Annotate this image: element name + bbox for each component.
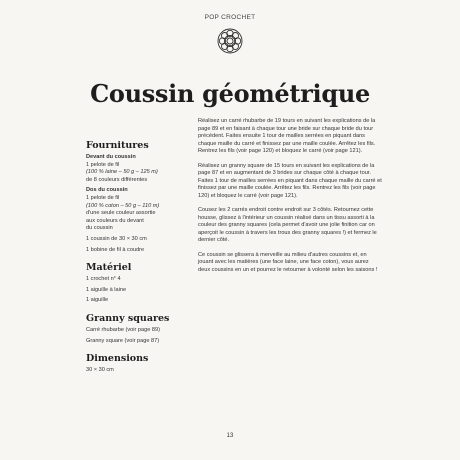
granny-item: Granny square (voir page 87) [86, 337, 160, 344]
dimensions-section [86, 353, 198, 375]
instruction-paragraph: Réalisez un granny square de 15 tours en suivant les explications de la page 87 et en augmentant de 3 brides sur chaque côté à chaque tour. Faites 1 tour de mailles serrées en piquant dans chaque maille du carré et finissez par une maille coulée. Arrêtez les fils. Rentrez les fils (voir page 120) et bloquez le carré (voir page 121). [198, 162, 382, 199]
dimensions-heading: Dimensions [86, 353, 149, 365]
dos-line-3: d'une seule couleur assortie [86, 210, 156, 217]
materiel-item: 1 aiguille [86, 297, 109, 304]
dos-line-1: 1 pelote de fil [86, 194, 120, 201]
running-header: POP CROCHET [204, 14, 256, 21]
supply-item: 1 coussin de 30 × 30 cm [86, 235, 147, 242]
dos-line-2: (100 % coton – 50 g – 110 m) [86, 202, 160, 209]
crochet-flower-icon [216, 27, 244, 55]
instructions-column [198, 118, 382, 281]
dos-line-4: aux couleurs du devant [86, 217, 144, 224]
materiel-item: 1 crochet n° 4 [86, 276, 121, 283]
dimensions-value: 30 × 30 cm [86, 367, 114, 374]
dos-label: Dos du coussin [86, 187, 128, 194]
instruction-paragraph: Réalisez un carré rhubarbe de 19 tours en suivant les explications de la page 89 et en faisant à chaque tour une bride sur chaque bride du tour précédent. Faites ensuite 1 tour de mailles serrées en piquant dans chaque maille du carré et finissez par une maille coulée. Arrêtez les fils. Rentrez les fils (voir page 120) et bloquez le carré (voir page 121). [198, 118, 376, 154]
materiel-section [86, 262, 198, 305]
dos-line-5: du coussin [86, 225, 113, 232]
fournitures-heading: Fournitures [86, 140, 149, 151]
granny-item: Carré rhubarbe (voir page 89) [86, 326, 160, 333]
devant-label: Devant du coussin [86, 154, 136, 160]
fournitures-section [86, 140, 198, 254]
supplies-column [86, 140, 198, 383]
devant-line-3: de 8 couleurs différentes [86, 176, 148, 183]
devant-line-2: (100 % laine – 50 g – 125 m) [86, 169, 158, 176]
materiel-heading: Matériel [86, 262, 132, 274]
instruction-paragraph: Cousez les 2 carrés endroit contre endroit sur 3 côtés. Retournez cette housse, glissez à l'intérieur un coussin réalisé dans un tissu assorti à la couleur des granny squares (cela permet d'avoir une jolie finition car on aperçoit le coussin à travers les trous des granny squares !) et fermez le dernier côté. [198, 207, 377, 243]
granny-heading: Granny squares [86, 312, 170, 324]
granny-section [86, 313, 198, 345]
devant-line-1: 1 pelote de fil [86, 161, 120, 168]
page-title: Coussin géométrique [90, 79, 370, 108]
supply-item: 1 bobine de fil à coudre [86, 246, 145, 253]
page-number: 13 [226, 433, 234, 439]
instruction-paragraph: Ce coussin se glissera à merveille au milieu d'autres coussins et, en jouant avec les matières (une face laine, une face coton), vous aurez deux coussins en un et pourrez le retourner à volonté selon les saisons ! [198, 251, 378, 273]
materiel-item: 1 aiguille à laine [86, 286, 127, 293]
